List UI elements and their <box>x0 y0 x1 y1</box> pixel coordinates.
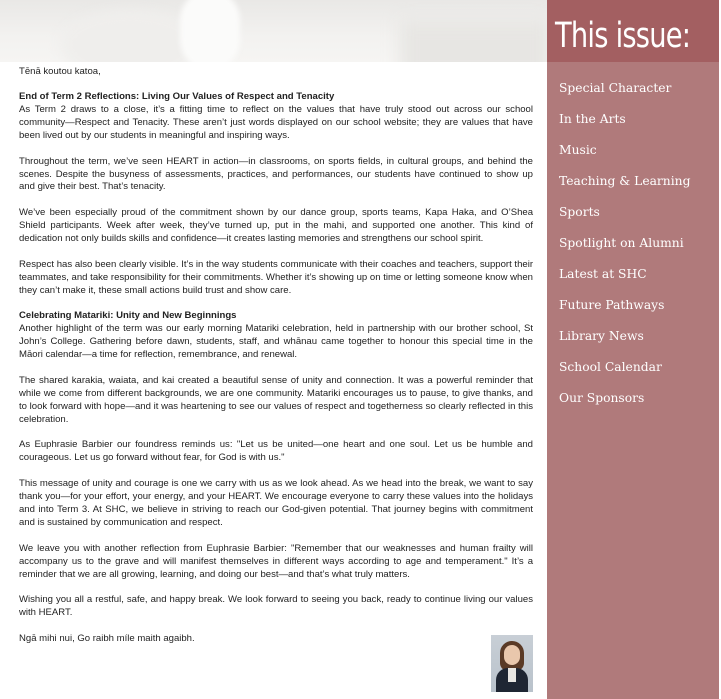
nav-item-music[interactable]: Music <box>559 143 597 157</box>
nav-item-in-the-arts[interactable]: In the Arts <box>559 112 626 126</box>
section-heading-matariki: Celebrating Matariki: Unity and New Beginnings <box>19 310 237 322</box>
nav-item-our-sponsors[interactable]: Our Sponsors <box>559 391 645 405</box>
nav-item-teaching-learning[interactable]: Teaching & Learning <box>559 174 691 188</box>
paragraph: This message of unity and courage is one we carry with us as we look ahead. As we head into the break, we want to say thank you—for your effort, your energy, and your HEART. We encourage everyone to carry these values into the holidays and into Term 3. At SHC, we believe in striving to reach our God-given potential. That journey begins with commitment and is sustained by communication and respect. <box>19 478 533 528</box>
paragraph: We leave you with another reflection from Euphrasie Barbier: "Remember that our weaknesses and human frailty will accompany us to the grave and will manifest themselves in different ways according to age and temperament." It’s a reminder that we are all growing, learning, and doing our best—and that’s what truly matters. <box>19 542 533 580</box>
paragraph: Throughout the term, we’ve seen HEART in action—in classrooms, on sports fields, in cultural groups, and behind the scenes. Despite the busyness of assessments, practices, and performances, our students have continued to show up and give their best. That’s tenacity. <box>19 155 533 193</box>
paragraph: Respect has also been clearly visible. It’s in the way students communicate with their coaches and teachers, support their teammates, and take responsibility for their commitments. Whether it’s showing up on time or letting someone know when they can’t make it, these small actions build trust and show care. <box>19 258 533 296</box>
nav-item-future-pathways[interactable]: Future Pathways <box>559 298 665 312</box>
header-image <box>0 0 547 62</box>
sidebar-title: This issue: <box>555 16 691 56</box>
nav-item-special-character[interactable]: Special Character <box>559 81 672 95</box>
issue-nav <box>559 78 690 419</box>
sidebar-header <box>547 0 719 62</box>
author-photo <box>491 635 533 692</box>
issue-sidebar <box>547 0 719 699</box>
nav-item-library-news[interactable]: Library News <box>559 329 644 343</box>
paragraph: Wishing you all a restful, safe, and happy break. We look forward to seeing you back, ready to continue living our values with HEART. <box>19 594 533 619</box>
nav-item-spotlight-alumni[interactable]: Spotlight on Alumni <box>559 236 684 250</box>
paragraph: As Euphrasie Barbier our foundress reminds us: "Let us be united—one heart and one soul. Let us be humble and courageous. Let us go forward without fear, for God is with us." <box>19 439 533 464</box>
greeting: Tēnā koutou katoa, <box>19 66 101 77</box>
nav-item-sports[interactable]: Sports <box>559 205 600 219</box>
section-heading-term2: End of Term 2 Reflections: Living Our Values of Respect and Tenacity <box>19 91 335 103</box>
nav-item-latest-at-shc[interactable]: Latest at SHC <box>559 267 647 281</box>
principal-message <box>19 66 533 659</box>
nav-item-school-calendar[interactable]: School Calendar <box>559 360 662 374</box>
signoff: Ngā mihi nui, Go raibh míle maith agaibh. <box>19 633 195 644</box>
paragraph: We’ve been especially proud of the commitment shown by our dance group, sports teams, Kapa Haka, and O’Shea Shield participants. Week after week, they’ve turned up, put in the mahi, and supported one another. This kind of dedication not only builds skills and confidence—it creates lasting memories and strengthens our school spirit. <box>19 207 533 245</box>
paragraph: The shared karakia, waiata, and kai created a beautiful sense of unity and connection. It was a powerful reminder that while we come from different backgrounds, we are one community. Matariki encourages us to pause, to give thanks, and to look forward with hope—and it was heartening to see our values of respect and togetherness so clearly reflected in this celebration. <box>19 374 533 425</box>
paragraph: As Term 2 draws to a close, it’s a fitting time to reflect on the values that have truly stood out across our school community—Respect and Tenacity. These aren’t just words displayed on our school website; they are values that have been lived out by our students in meaningful and inspiring ways. <box>19 104 533 141</box>
paragraph: Another highlight of the term was our early morning Matariki celebration, held in partnership with our brother school, St John’s College. Gathering before dawn, students, staff, and whānau came together to honour this special time in the Māori calendar—a time for reflection, remembrance, and renewal. <box>19 323 533 361</box>
